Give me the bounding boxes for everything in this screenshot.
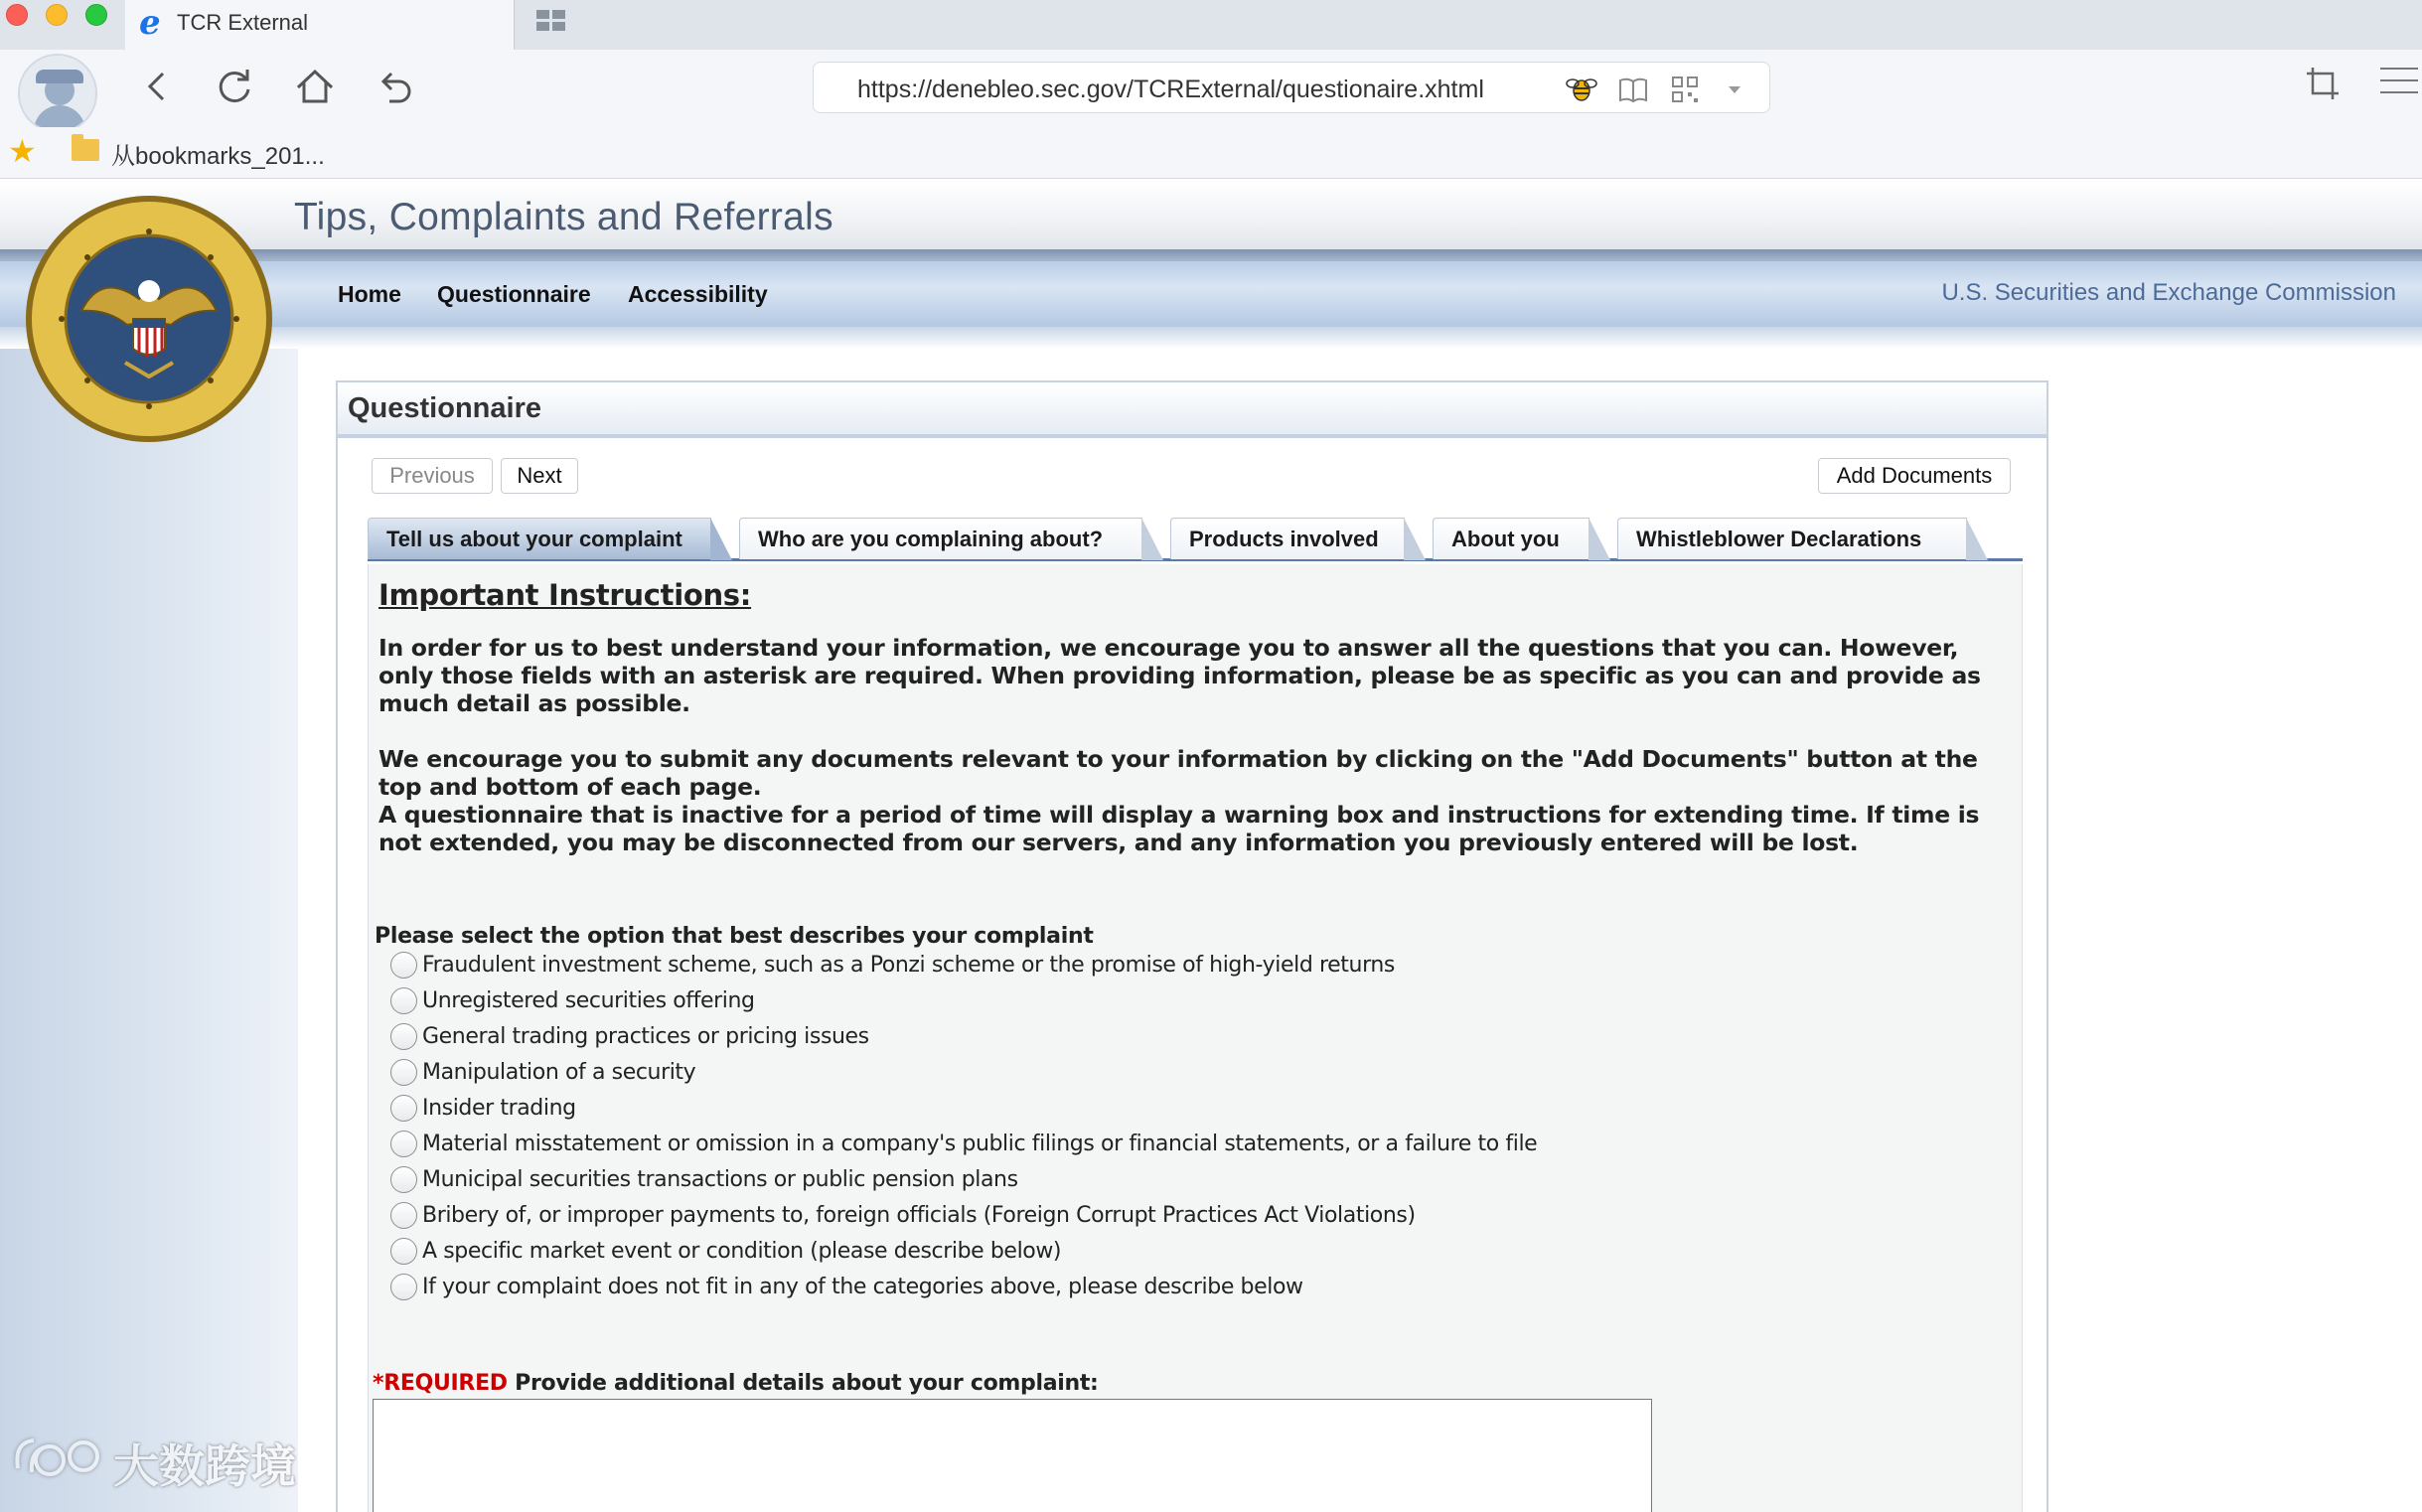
radio-button[interactable] <box>390 1095 417 1122</box>
instructions-heading: Important Instructions: <box>378 578 752 612</box>
browser-toolbar <box>0 50 2422 127</box>
agency-name: U.S. Securities and Exchange Commission <box>1941 279 2396 306</box>
hamburger-menu-icon[interactable] <box>2380 68 2418 101</box>
option-label[interactable]: Fraudulent investment scheme, such as a Ponzi scheme or the promise of high-yield returns <box>422 953 1395 978</box>
panel-header <box>338 382 2046 438</box>
back-arrow-icon[interactable] <box>133 62 183 111</box>
radio-button[interactable] <box>390 1131 417 1157</box>
tab-complaining-about[interactable]: Who are you complaining about? <box>739 518 1142 559</box>
browser-tab[interactable] <box>125 0 515 50</box>
tab-whistleblower[interactable]: Whistleblower Declarations <box>1617 518 1967 559</box>
qr-code-icon[interactable] <box>1668 73 1702 106</box>
required-marker: *REQUIRED <box>373 1371 508 1396</box>
panel-title: Questionnaire <box>348 392 541 424</box>
radio-button[interactable] <box>390 1166 417 1193</box>
previous-button[interactable]: Previous <box>372 458 493 494</box>
favorites-star-icon[interactable]: ★ <box>8 133 37 169</box>
next-button[interactable]: Next <box>501 458 578 494</box>
reload-icon[interactable] <box>211 62 260 111</box>
bee-extension-icon[interactable] <box>1565 73 1598 106</box>
minimize-window-button[interactable] <box>46 4 68 26</box>
option-label[interactable]: Bribery of, or improper payments to, foreign officials (Foreign Corrupt Practices Act Violations) <box>422 1203 1416 1228</box>
radio-button[interactable] <box>390 1202 417 1229</box>
address-bar[interactable] <box>813 62 1770 113</box>
undo-icon[interactable] <box>370 62 419 111</box>
header-divider <box>0 249 2422 261</box>
tab-complaint[interactable]: Tell us about your complaint <box>368 518 711 559</box>
tab-overview-icon[interactable] <box>536 10 568 34</box>
sec-seal-logo <box>22 192 276 446</box>
url-text[interactable]: https://denebleo.sec.gov/TCRExternal/questionaire.xhtml <box>857 76 1484 103</box>
option-label[interactable]: Material misstatement or omission in a company's public filings or financial statements, or a failure to file <box>422 1132 1538 1156</box>
user-avatar[interactable] <box>18 54 97 133</box>
instructions-paragraph: We encourage you to submit any documents relevant to your information by clicking on the "Add Documents" button at the top and bottom of each page. <box>378 745 1978 801</box>
site-title: Tips, Complaints and Referrals <box>294 196 833 238</box>
details-label <box>373 1371 1099 1396</box>
instructions-paragraph: A questionnaire that is inactive for a period of time will display a warning box and instructions for extending time. If time is not extended, you may be disconnected from our servers, and any information you previously entered will be lost. <box>378 801 1980 856</box>
option-label[interactable]: General trading practices or pricing issues <box>422 1024 869 1049</box>
option-label[interactable]: A specific market event or condition (please describe below) <box>422 1239 1062 1264</box>
site-header <box>0 180 2422 249</box>
nav-accessibility-link[interactable]: Accessibility <box>628 281 768 307</box>
questionnaire-panel <box>336 380 2048 1512</box>
bookmarks-bar <box>0 127 2422 179</box>
nav-home-link[interactable]: Home <box>338 281 401 307</box>
radio-button[interactable] <box>390 987 417 1014</box>
complaint-type-question: Please select the option that best describes your complaint <box>375 924 1094 949</box>
tab-products[interactable]: Products involved <box>1170 518 1405 559</box>
site-nav <box>0 261 2422 327</box>
option-label[interactable]: If your complaint does not fit in any of the categories above, please describe below <box>422 1275 1303 1299</box>
folder-icon[interactable] <box>72 139 99 161</box>
ie-favicon-icon: e <box>139 3 161 43</box>
dropdown-caret-icon[interactable] <box>1718 73 1751 106</box>
sidebar-background <box>0 339 298 1512</box>
radio-button[interactable] <box>390 1059 417 1086</box>
option-label[interactable]: Insider trading <box>422 1096 576 1121</box>
tab-about-you[interactable]: About you <box>1433 518 1589 559</box>
complaint-details-textarea[interactable] <box>373 1399 1652 1512</box>
watermark-text: 大数跨境 <box>113 1440 296 1492</box>
close-window-button[interactable] <box>6 4 28 26</box>
instructions-paragraph: In order for us to best understand your information, we encourage you to answer all the questions that you can. However, only those fields with an asterisk are required. When providing information, please be as specific as you can and provide as much detail as possible. <box>378 634 1981 717</box>
option-label[interactable]: Unregistered securities offering <box>422 988 755 1013</box>
tab-content <box>368 564 2023 1512</box>
web-page <box>0 180 2422 1512</box>
add-documents-button[interactable]: Add Documents <box>1818 458 2011 494</box>
radio-button[interactable] <box>390 1023 417 1050</box>
radio-button[interactable] <box>390 952 417 979</box>
option-label[interactable]: Municipal securities transactions or public pension plans <box>422 1167 1018 1192</box>
home-icon[interactable] <box>290 62 340 111</box>
radio-button[interactable] <box>390 1274 417 1300</box>
watermark-logo-icon <box>10 1429 105 1484</box>
details-label-text: Provide additional details about your complaint: <box>507 1371 1099 1396</box>
option-label[interactable]: Manipulation of a security <box>422 1060 696 1085</box>
radio-button[interactable] <box>390 1238 417 1265</box>
questionnaire-tabs <box>368 518 2023 561</box>
bookmark-folder-label[interactable]: 从bookmarks_201... <box>111 143 325 170</box>
browser-tab-bar <box>0 0 2422 50</box>
screenshot-crop-icon[interactable] <box>2303 64 2343 103</box>
reader-mode-icon[interactable] <box>1616 73 1650 106</box>
nav-shadow <box>0 327 2422 349</box>
browser-tab-title: TCR External <box>177 10 309 35</box>
zoom-window-button[interactable] <box>85 4 107 26</box>
nav-questionnaire-link[interactable]: Questionnaire <box>437 281 591 307</box>
